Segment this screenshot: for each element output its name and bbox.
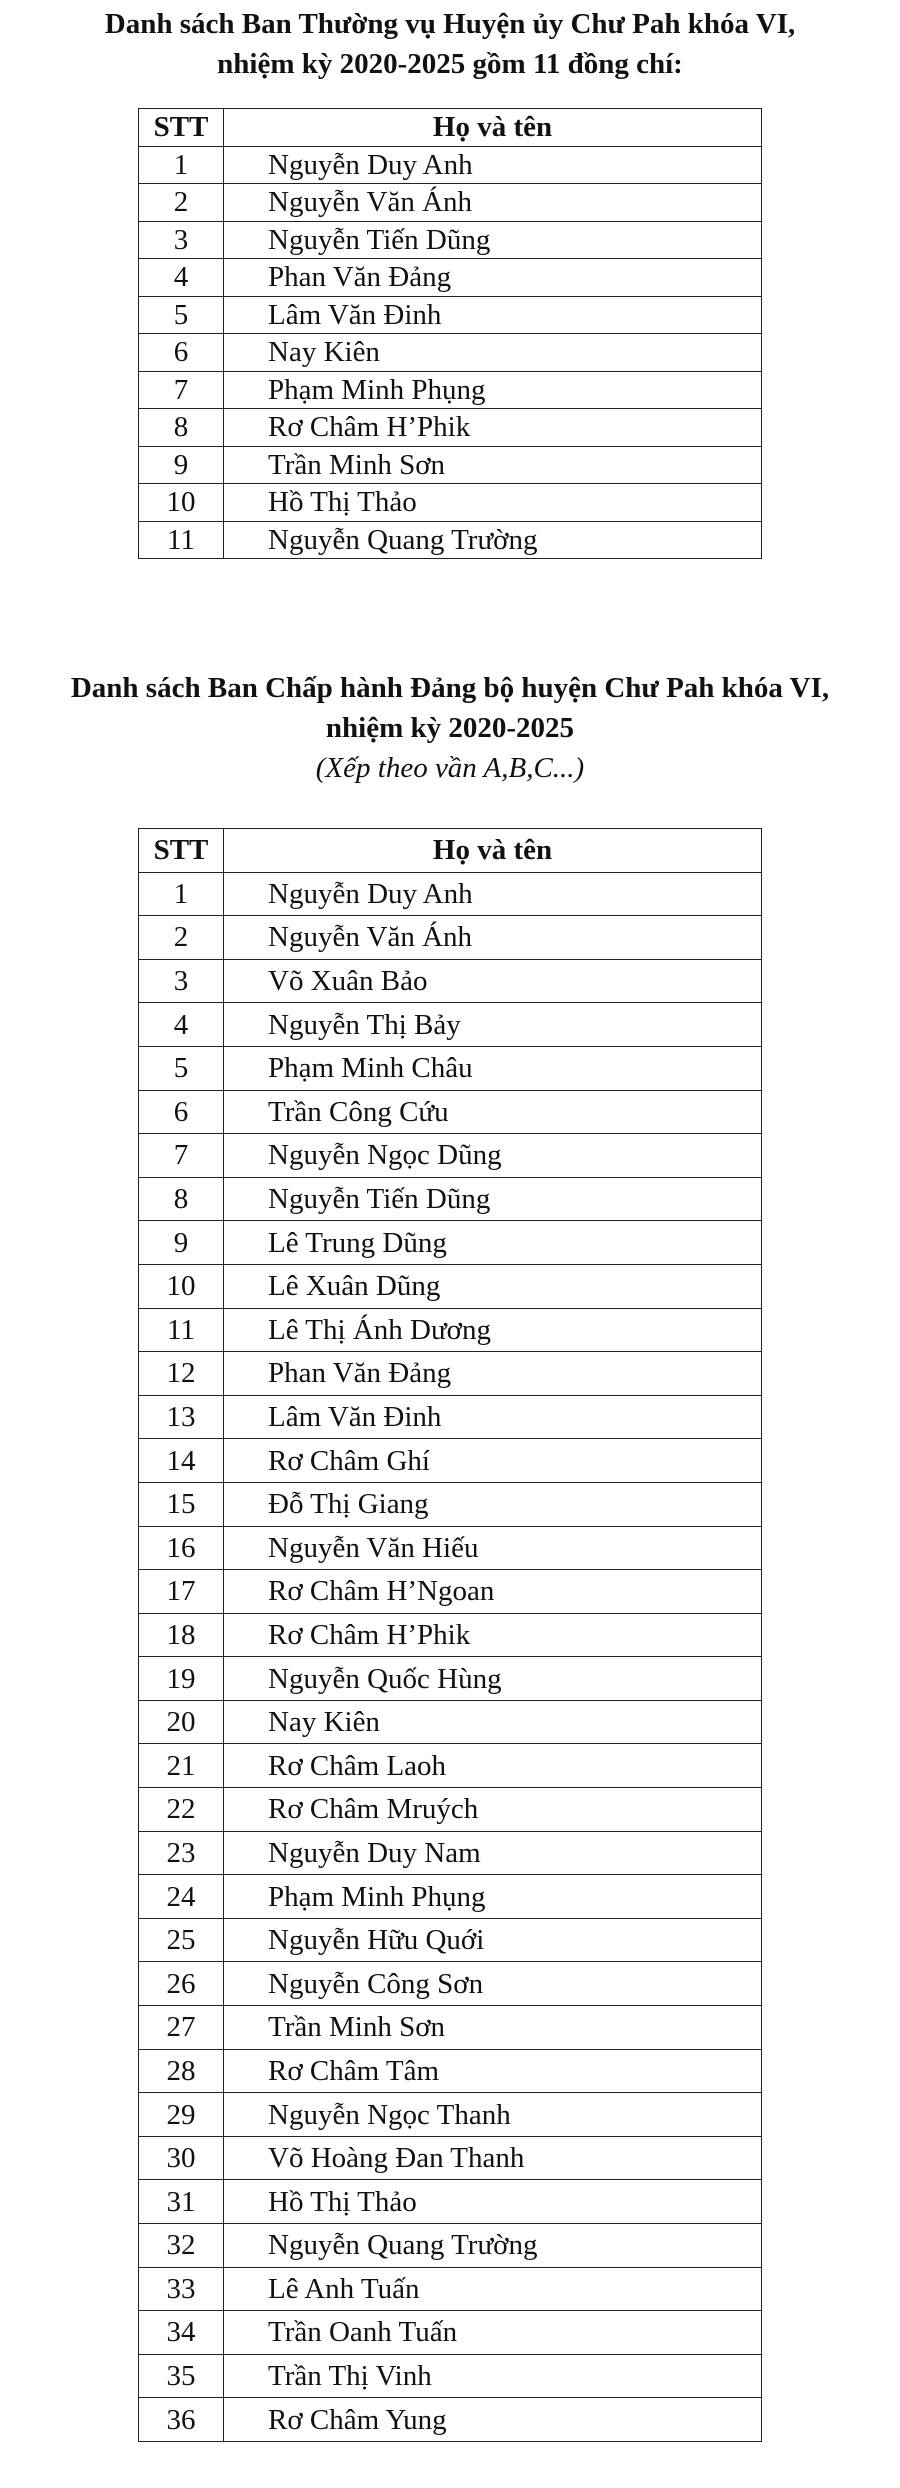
member-name: Phạm Minh Châu bbox=[224, 1046, 762, 1090]
table-row bbox=[139, 1352, 762, 1396]
row-number: 11 bbox=[139, 1308, 224, 1352]
table-row bbox=[139, 1308, 762, 1352]
table-row bbox=[139, 446, 762, 484]
member-name: Nguyễn Tiến Dũng bbox=[224, 1177, 762, 1221]
member-name: Phạm Minh Phụng bbox=[224, 371, 762, 409]
row-number: 34 bbox=[139, 2311, 224, 2355]
table-row bbox=[139, 184, 762, 222]
table-row bbox=[139, 371, 762, 409]
row-number: 3 bbox=[139, 959, 224, 1003]
table-row bbox=[139, 1613, 762, 1657]
row-number: 29 bbox=[139, 2093, 224, 2137]
member-name: Võ Hoàng Đan Thanh bbox=[224, 2136, 762, 2180]
row-number: 1 bbox=[139, 146, 224, 184]
row-number: 15 bbox=[139, 1482, 224, 1526]
row-number: 31 bbox=[139, 2180, 224, 2224]
table-row bbox=[139, 1090, 762, 1134]
row-number: 19 bbox=[139, 1657, 224, 1701]
table-row bbox=[139, 2224, 762, 2268]
table-row bbox=[139, 2311, 762, 2355]
table-row bbox=[139, 1918, 762, 1962]
table-row bbox=[139, 959, 762, 1003]
executive-committee-table bbox=[138, 828, 762, 2442]
row-number: 35 bbox=[139, 2354, 224, 2398]
executive-committee-sort-note: (Xếp theo vần A,B,C...) bbox=[315, 752, 585, 784]
column-header-name: Họ và tên bbox=[224, 829, 762, 873]
member-name: Hồ Thị Thảo bbox=[224, 2180, 762, 2224]
member-name: Phạm Minh Phụng bbox=[224, 1875, 762, 1919]
row-number: 13 bbox=[139, 1395, 224, 1439]
table-row bbox=[139, 1264, 762, 1308]
row-number: 9 bbox=[139, 446, 224, 484]
member-name: Phan Văn Đảng bbox=[224, 1352, 762, 1396]
table-row bbox=[139, 1134, 762, 1178]
executive-committee-title-line2: nhiệm kỳ 2020-2025 bbox=[325, 712, 575, 744]
member-name: Lâm Văn Đinh bbox=[224, 296, 762, 334]
table-row bbox=[139, 2136, 762, 2180]
column-header-name: Họ và tên bbox=[224, 109, 762, 147]
table-row bbox=[139, 1570, 762, 1614]
standing-committee-title-line1: Danh sách Ban Thường vụ Huyện ủy Chư Pah khóa VI, bbox=[104, 8, 796, 40]
row-number: 28 bbox=[139, 2049, 224, 2093]
row-number: 27 bbox=[139, 2006, 224, 2050]
member-name: Lê Anh Tuấn bbox=[224, 2267, 762, 2311]
row-number: 16 bbox=[139, 1526, 224, 1570]
row-number: 8 bbox=[139, 1177, 224, 1221]
row-number: 36 bbox=[139, 2398, 224, 2442]
table-row bbox=[139, 2180, 762, 2224]
executive-committee-rows bbox=[139, 872, 762, 2441]
row-number: 10 bbox=[139, 484, 224, 522]
row-number: 6 bbox=[139, 334, 224, 372]
table-row bbox=[139, 872, 762, 916]
table-row bbox=[139, 409, 762, 447]
member-name: Nguyễn Quang Trường bbox=[224, 2224, 762, 2268]
member-name: Nguyễn Công Sơn bbox=[224, 1962, 762, 2006]
member-name: Rơ Châm H’Phik bbox=[224, 409, 762, 447]
table-row bbox=[139, 1177, 762, 1221]
member-name: Phan Văn Đảng bbox=[224, 259, 762, 297]
member-name: Nguyễn Văn Ánh bbox=[224, 184, 762, 222]
table-row bbox=[139, 146, 762, 184]
table-row bbox=[139, 1221, 762, 1265]
row-number: 14 bbox=[139, 1439, 224, 1483]
table-row bbox=[139, 1657, 762, 1701]
row-number: 21 bbox=[139, 1744, 224, 1788]
row-number: 33 bbox=[139, 2267, 224, 2311]
table-row bbox=[139, 1003, 762, 1047]
member-name: Rơ Châm Tâm bbox=[224, 2049, 762, 2093]
table-row bbox=[139, 2398, 762, 2442]
member-name: Võ Xuân Bảo bbox=[224, 959, 762, 1003]
member-name: Nguyễn Hữu Quới bbox=[224, 1918, 762, 1962]
member-name: Rơ Châm Ghí bbox=[224, 1439, 762, 1483]
table-row bbox=[139, 1875, 762, 1919]
member-name: Trần Minh Sơn bbox=[224, 446, 762, 484]
table-row bbox=[139, 1831, 762, 1875]
member-name: Nay Kiên bbox=[224, 334, 762, 372]
table-row bbox=[139, 1788, 762, 1832]
row-number: 7 bbox=[139, 371, 224, 409]
table-row bbox=[139, 484, 762, 522]
table-row bbox=[139, 1395, 762, 1439]
table-row bbox=[139, 1526, 762, 1570]
table-row bbox=[139, 916, 762, 960]
table-row bbox=[139, 2006, 762, 2050]
row-number: 4 bbox=[139, 259, 224, 297]
row-number: 30 bbox=[139, 2136, 224, 2180]
member-name: Rơ Châm H’Phik bbox=[224, 1613, 762, 1657]
row-number: 5 bbox=[139, 1046, 224, 1090]
row-number: 26 bbox=[139, 1962, 224, 2006]
member-name: Nguyễn Văn Ánh bbox=[224, 916, 762, 960]
table-row bbox=[139, 1482, 762, 1526]
member-name: Lê Trung Dũng bbox=[224, 1221, 762, 1265]
standing-committee-title bbox=[0, 4, 900, 84]
member-name: Rơ Châm H’Ngoan bbox=[224, 1570, 762, 1614]
row-number: 20 bbox=[139, 1700, 224, 1744]
table-row bbox=[139, 2093, 762, 2137]
row-number: 25 bbox=[139, 1918, 224, 1962]
member-name: Nguyễn Duy Anh bbox=[224, 146, 762, 184]
table-row bbox=[139, 1700, 762, 1744]
row-number: 1 bbox=[139, 872, 224, 916]
row-number: 17 bbox=[139, 1570, 224, 1614]
row-number: 3 bbox=[139, 221, 224, 259]
standing-committee-table bbox=[138, 108, 762, 559]
member-name: Rơ Châm Laoh bbox=[224, 1744, 762, 1788]
row-number: 10 bbox=[139, 1264, 224, 1308]
member-name: Nguyễn Ngọc Dũng bbox=[224, 1134, 762, 1178]
member-name: Lê Xuân Dũng bbox=[224, 1264, 762, 1308]
standing-committee-rows bbox=[139, 146, 762, 559]
row-number: 7 bbox=[139, 1134, 224, 1178]
table-header-row bbox=[139, 109, 762, 147]
row-number: 9 bbox=[139, 1221, 224, 1265]
row-number: 4 bbox=[139, 1003, 224, 1047]
table-row bbox=[139, 221, 762, 259]
member-name: Hồ Thị Thảo bbox=[224, 484, 762, 522]
member-name: Rơ Châm Yung bbox=[224, 2398, 762, 2442]
member-name: Trần Minh Sơn bbox=[224, 2006, 762, 2050]
row-number: 2 bbox=[139, 184, 224, 222]
table-row bbox=[139, 2354, 762, 2398]
member-name: Nguyễn Duy Nam bbox=[224, 1831, 762, 1875]
row-number: 6 bbox=[139, 1090, 224, 1134]
row-number: 22 bbox=[139, 1788, 224, 1832]
member-name: Nay Kiên bbox=[224, 1700, 762, 1744]
table-row bbox=[139, 521, 762, 559]
row-number: 32 bbox=[139, 2224, 224, 2268]
table-row bbox=[139, 1439, 762, 1483]
member-name: Trần Công Cứu bbox=[224, 1090, 762, 1134]
column-header-stt: STT bbox=[139, 829, 224, 873]
member-name: Nguyễn Duy Anh bbox=[224, 872, 762, 916]
table-row bbox=[139, 1046, 762, 1090]
member-name: Trần Thị Vinh bbox=[224, 2354, 762, 2398]
row-number: 5 bbox=[139, 296, 224, 334]
member-name: Nguyễn Quang Trường bbox=[224, 521, 762, 559]
member-name: Lê Thị Ánh Dương bbox=[224, 1308, 762, 1352]
member-name: Nguyễn Văn Hiếu bbox=[224, 1526, 762, 1570]
table-row bbox=[139, 2049, 762, 2093]
member-name: Lâm Văn Đinh bbox=[224, 1395, 762, 1439]
member-name: Nguyễn Tiến Dũng bbox=[224, 221, 762, 259]
table-row bbox=[139, 1962, 762, 2006]
row-number: 12 bbox=[139, 1352, 224, 1396]
executive-committee-title-line1: Danh sách Ban Chấp hành Đảng bộ huyện Chư Pah khóa VI, bbox=[70, 672, 830, 704]
member-name: Rơ Châm Mruých bbox=[224, 1788, 762, 1832]
row-number: 18 bbox=[139, 1613, 224, 1657]
member-name: Trần Oanh Tuấn bbox=[224, 2311, 762, 2355]
member-name: Nguyễn Quốc Hùng bbox=[224, 1657, 762, 1701]
member-name: Nguyễn Thị Bảy bbox=[224, 1003, 762, 1047]
row-number: 23 bbox=[139, 1831, 224, 1875]
table-row bbox=[139, 334, 762, 372]
table-row bbox=[139, 1744, 762, 1788]
row-number: 24 bbox=[139, 1875, 224, 1919]
table-row bbox=[139, 2267, 762, 2311]
standing-committee-title-line2: nhiệm kỳ 2020-2025 gồm 11 đồng chí: bbox=[217, 48, 683, 80]
row-number: 11 bbox=[139, 521, 224, 559]
table-header-row bbox=[139, 829, 762, 873]
row-number: 2 bbox=[139, 916, 224, 960]
table-row bbox=[139, 296, 762, 334]
member-name: Nguyễn Ngọc Thanh bbox=[224, 2093, 762, 2137]
executive-committee-title bbox=[0, 668, 900, 788]
column-header-stt: STT bbox=[139, 109, 224, 147]
table-row bbox=[139, 259, 762, 297]
row-number: 8 bbox=[139, 409, 224, 447]
member-name: Đỗ Thị Giang bbox=[224, 1482, 762, 1526]
